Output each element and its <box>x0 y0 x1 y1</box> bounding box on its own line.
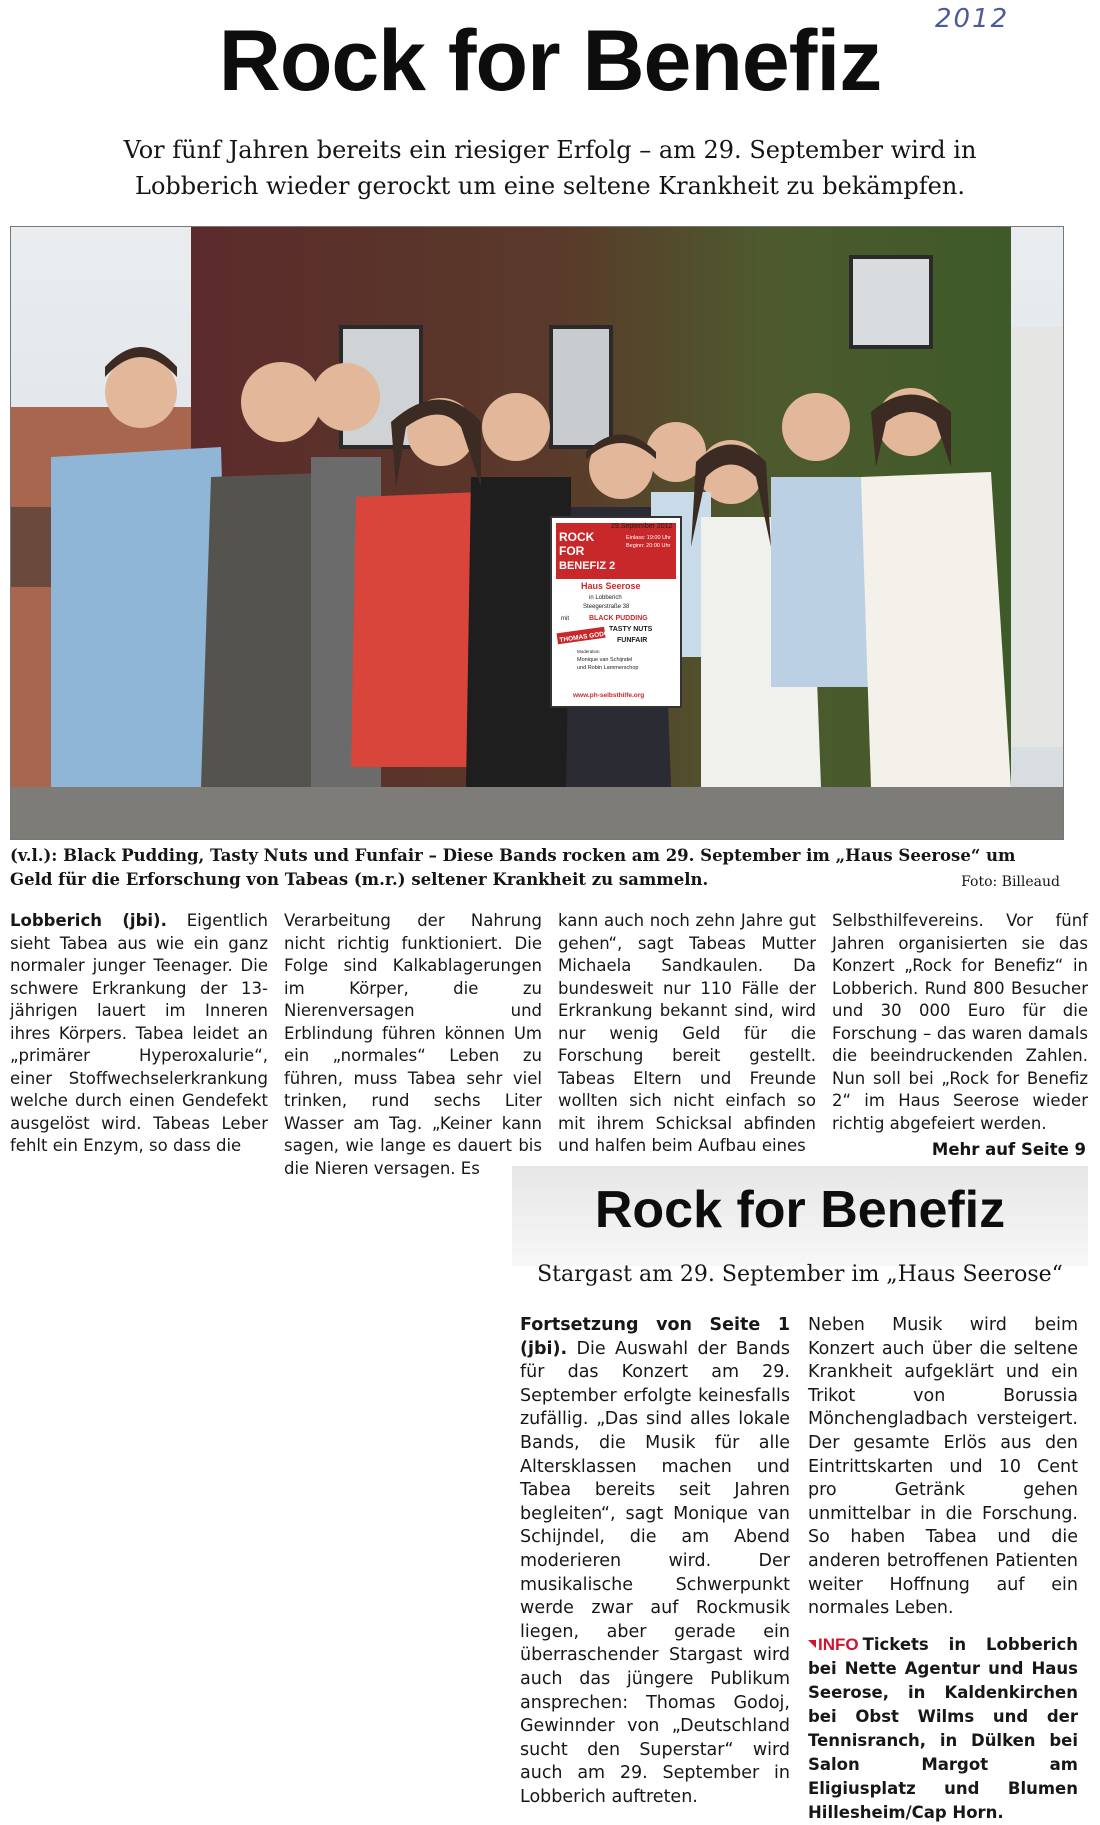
caption-text: (v.l.): Black Pudding, Tasty Nuts und Funfair – Diese Bands rocken am 29. September im „Haus Seerose“ um Geld für die Erforschung von Tabeas (m.r.) seltener Krankheit zu sammeln. <box>10 846 1016 889</box>
ticket-info-box <box>808 1633 1078 1825</box>
continuation-column-2 <box>808 1314 1078 1825</box>
photo-right-house <box>1011 327 1063 747</box>
poster-title-line-3: BENEFIZ 2 <box>559 560 616 572</box>
poster-city: in Lobberich <box>589 595 622 601</box>
page-headline: Rock for Benefiz <box>218 13 882 109</box>
photo-window-right <box>851 257 931 347</box>
continuation-headline: Rock for Benefiz <box>594 1181 1006 1239</box>
ticket-info-text: Tickets in Lobberich bei Nette Agentur und Haus Seerose, in Kaldenkirchen bei Obst Wilms und der Tennisranch, in Dülken bei Salon Margot am Eligiusplatz und Blumen Hillesheim/Cap Horn. <box>808 1634 1078 1822</box>
handwritten-year-note: 2012 <box>935 4 1010 34</box>
info-label: INFO <box>818 1634 859 1654</box>
group-photo <box>10 226 1064 840</box>
poster-moderator-1: Monique van Schijndel <box>577 657 633 663</box>
poster-moderation-label: Moderation <box>577 649 600 654</box>
poster-title-line-2: FOR <box>559 544 585 558</box>
photo-caption <box>10 844 1060 892</box>
poster-band-2: TASTY NUTS <box>609 626 653 633</box>
continued-on-page-note: Mehr auf Seite 9 <box>931 1140 1086 1159</box>
photo-credit: Foto: Billeaud <box>961 874 1060 890</box>
poster-time-2: Beginn: 20:00 Uhr <box>626 543 671 549</box>
event-poster <box>551 517 681 707</box>
article-col3-text: kann auch noch zehn Jahre gut gehen“, sagt Tabeas Mutter Michaela Sandkaulen. Da bundesweit nur 110 Fälle der Erkrankung bekannt sind, wird nur wenig Geld für die Forschung bereit gestellt. Tabeas Eltern und Freunde wollten sich nicht einfach so mit ihrem Schicksal abfinden und halfen beim Aufbau eines <box>558 911 816 1155</box>
photo-street <box>11 787 1063 839</box>
poster-mit: mit <box>561 616 569 622</box>
article-column-4 <box>832 910 1088 1135</box>
continuation-col1-text: Die Auswahl der Bands für das Konzert am 29. September erfolgte keinesfalls zufällig. „Das sind alles lokale Bands, die Musik für alle Altersklassen machen und Tabea bereits seit Jahren begleiten“, sagt Monique van Schijndel, die am Abend moderieren wird. Der musikalische Schwerpunkt werde zwar auf Rockmusik liegen, aber gerade ein überraschender Stargast wird auch das jüngere Publikum ansprechen: Thomas Godoj, Gewinnder von „Deutschland sucht den Superstar“ wird auch am 29. September in Lobberich auftreten. <box>520 1338 790 1807</box>
info-tag <box>808 1635 859 1654</box>
article-col4-text: Selbsthilfevereins. Vor fünf Jahren organisierten sie das Konzert „Rock for Benefiz“ in Lobberich. Rund 800 Besucher und 30 000 Euro für die Forschung – das waren damals die beeindruckenden Zahlen. Nun soll bei „Rock for Benefiz 2“ im Haus Seerose wieder richtig abgefeiert werden. <box>832 911 1088 1133</box>
article-column-1 <box>10 910 268 1158</box>
poster-band-3: FUNFAIR <box>617 637 648 644</box>
continuation-col2-text: Neben Musik wird beim Konzert auch über die seltene Krankheit aufgeklärt und ein Trikot von Borussia Mönchengladbach versteigert. Der gesamte Erlös aus den Eintrittskarten und 10 Cent pro Getränk gehen unmittelbar in die Forschung. So haben Tabea und die anderen betroffenen Patienten weiter Hoffnung auf ein normales Leben. <box>808 1315 1078 1619</box>
article-col1-text: Eigentlich sieht Tabea aus wie ein ganz normaler junger Teenager. Die schwere Erkrankung der 13-jährigen lauert im Inneren ihres Körpers. Tabea leidet an „primärer Hyperoxalurie“, einer Stoffwechselerkrankung welche durch einen Gendefekt ausgelöst wird. Tabeas Leber fehlt ein Enzym, so dass die <box>10 911 268 1155</box>
continuation-subheadline: Stargast am 29. September im „Haus Seerose“ <box>537 1262 1063 1287</box>
poster-band-1: BLACK PUDDING <box>589 615 648 622</box>
poster-time-1: Einlass: 19:00 Uhr <box>626 535 671 541</box>
poster-street: Steegerstraße 38 <box>583 604 630 610</box>
info-triangle-icon <box>808 1640 816 1648</box>
subheadline: Vor fünf Jahren bereits ein riesiger Erfolg – am 29. September wird in Lobberich wieder gerockt um eine seltene Krankheit zu bekämpfen. <box>123 136 977 200</box>
continuation-dateline: Fortsetzung von Seite 1 (jbi). <box>520 1315 790 1359</box>
dateline: Lobberich (jbi). <box>10 911 167 930</box>
poster-venue: Haus Seerose <box>581 581 641 591</box>
article-column-2 <box>284 910 542 1180</box>
poster-sticker: THOMAS GODOJ <box>559 629 613 645</box>
poster-url: www.ph-selbsthilfe.org <box>573 692 645 699</box>
article-col2-text: Verarbeitung der Nahrung nicht richtig funktioniert. Die Folge sind Kalkablagerungen im Körper, die zu Nierenversagen und Erblindung führen können Um ein „normales“ Leben zu führen, muss Tabea sehr viel trinken, rund sechs Liter Wasser am Tag. „Keiner kann sagen, wie lange es dauert bis die Nieren versagen. Es <box>284 911 542 1178</box>
poster-title-line-1: ROCK <box>559 530 595 544</box>
photo-window-center <box>551 327 611 447</box>
poster-date: 29.September 2012 <box>611 523 673 530</box>
article-column-3 <box>558 910 816 1158</box>
poster-moderator-2: und Robin Lammerschop <box>577 665 639 671</box>
continuation-column-1 <box>520 1314 790 1809</box>
